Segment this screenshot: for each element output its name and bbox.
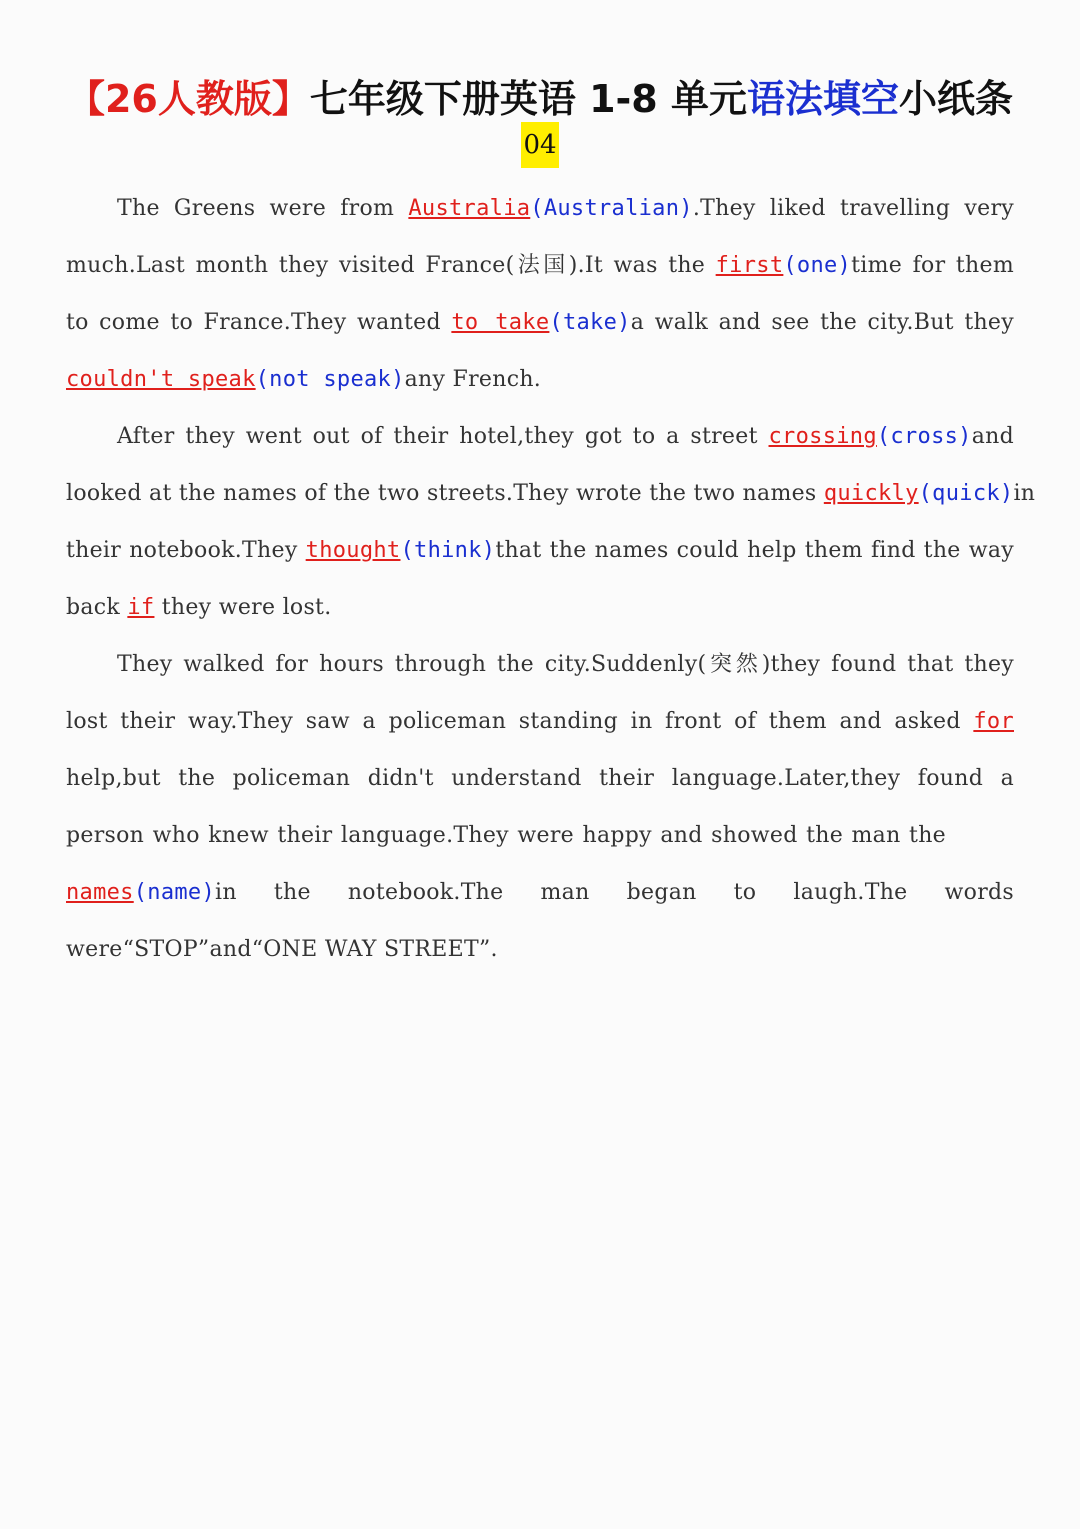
text: they were lost. xyxy=(154,595,332,620)
hint: (quick) xyxy=(918,481,1014,506)
passage-line xyxy=(66,522,1014,579)
answer: crossing xyxy=(768,424,877,449)
text: The Greens were from xyxy=(117,196,409,221)
text: were“STOP”and“ONE WAY STREET”. xyxy=(66,937,498,962)
answer: names xyxy=(66,880,134,905)
passage-line xyxy=(66,807,946,864)
number-badge: 04 xyxy=(521,122,558,168)
answer: if xyxy=(127,595,155,620)
text: in the notebook.The man began to laugh.The words xyxy=(215,880,1014,905)
passage-line xyxy=(66,864,1014,921)
text: their notebook.They xyxy=(66,538,306,563)
passage xyxy=(66,180,1036,978)
hint: (think) xyxy=(400,538,496,563)
passage-line xyxy=(66,237,1014,294)
hint: (take) xyxy=(549,310,631,335)
text: in xyxy=(1013,481,1036,506)
text: lost their way.They saw a policeman standing in front of them and asked xyxy=(66,709,974,734)
text: person who knew their language.They were happy and showed the man the xyxy=(66,823,946,848)
passage-line xyxy=(66,294,1014,351)
hint: (Australian) xyxy=(530,196,693,221)
answer: quickly xyxy=(823,481,919,506)
answer: for xyxy=(973,709,1014,734)
text: They walked for hours through the city.Suddenly(突然)they found that they xyxy=(117,652,1014,677)
text: .They liked travelling very xyxy=(692,196,1014,221)
text: time for them xyxy=(851,253,1014,278)
text: a walk and see the city.But they xyxy=(630,310,1014,335)
passage-line xyxy=(66,180,1014,237)
passage-line xyxy=(66,465,1036,522)
text: and xyxy=(971,424,1014,449)
passage-line xyxy=(66,579,1014,636)
hint: (not speak) xyxy=(255,367,405,392)
passage-line xyxy=(66,921,1014,978)
text: help,but the policeman didn't understand their language.Later,they found a xyxy=(66,766,1014,791)
answer: Australia xyxy=(408,196,531,221)
text: looked at the names of the two streets.They wrote the two names xyxy=(66,481,824,506)
text: back xyxy=(66,595,128,620)
hint: (cross) xyxy=(876,424,972,449)
text: much.Last month they visited France(法国).It was the xyxy=(66,253,716,278)
passage-line xyxy=(66,351,1014,408)
hint: (one) xyxy=(783,253,852,278)
text: that the names could help them find the way xyxy=(495,538,1014,563)
title-highlight: 语法填空 xyxy=(746,77,899,121)
passage-line xyxy=(66,693,1014,750)
passage-line xyxy=(66,408,1014,465)
title-prefix: 【26人教版】 xyxy=(66,77,310,121)
title-middle: 七年级下册英语 1-8 单元 xyxy=(309,77,747,121)
page-title xyxy=(0,68,1080,123)
passage-line xyxy=(66,636,1014,693)
answer: to take xyxy=(451,310,550,335)
answer: couldn't speak xyxy=(66,367,256,392)
badge-row xyxy=(0,122,1080,168)
text: any French. xyxy=(404,367,542,392)
title-suffix: 小纸条 xyxy=(899,77,1014,121)
text: to come to France.They wanted xyxy=(66,310,452,335)
answer: thought xyxy=(305,538,401,563)
hint: (name) xyxy=(133,880,216,905)
answer: first xyxy=(715,253,784,278)
passage-line xyxy=(66,750,1014,807)
text: After they went out of their hotel,they got to a street xyxy=(117,424,769,449)
